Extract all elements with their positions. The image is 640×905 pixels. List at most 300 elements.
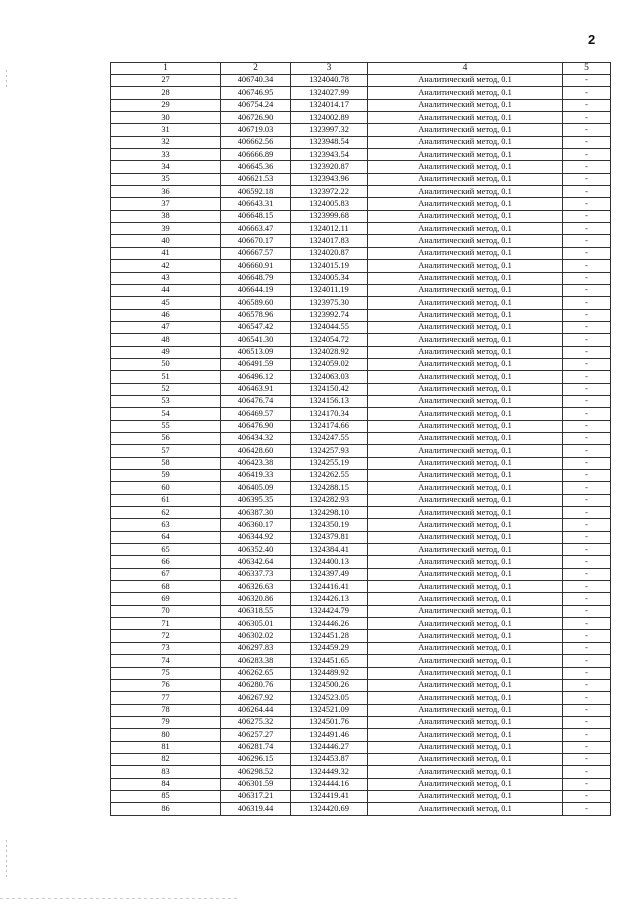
method-cell: Аналитический метод, 0.1 [368,704,563,716]
x-coordinate-cell: 406267.92 [221,692,291,704]
point-number-cell: 35 [111,173,221,185]
description-cell: - [563,581,611,593]
point-number-cell: 51 [111,371,221,383]
y-coordinate-cell: 1323992.74 [291,309,368,321]
method-cell: Аналитический метод, 0.1 [368,272,563,284]
y-coordinate-cell: 1324521.09 [291,704,368,716]
table-row [111,457,611,469]
y-coordinate-cell: 1323948.54 [291,136,368,148]
method-cell: Аналитический метод, 0.1 [368,507,563,519]
description-cell: - [563,766,611,778]
method-cell: Аналитический метод, 0.1 [368,581,563,593]
table-row [111,470,611,482]
description-cell: - [563,75,611,87]
description-cell: - [563,260,611,272]
table-row [111,408,611,420]
method-cell: Аналитический метод, 0.1 [368,741,563,753]
point-number-cell: 47 [111,321,221,333]
description-cell: - [563,716,611,728]
point-number-cell: 31 [111,124,221,136]
method-cell: Аналитический метод, 0.1 [368,198,563,210]
method-cell: Аналитический метод, 0.1 [368,593,563,605]
table-row [111,371,611,383]
method-cell: Аналитический метод, 0.1 [368,494,563,506]
x-coordinate-cell: 406644.19 [221,284,291,296]
point-number-cell: 76 [111,679,221,691]
margin-mark [6,70,7,90]
method-cell: Аналитический метод, 0.1 [368,247,563,259]
description-cell: - [563,383,611,395]
method-cell: Аналитический метод, 0.1 [368,556,563,568]
x-coordinate-cell: 406342.64 [221,556,291,568]
table-row [111,692,611,704]
point-number-cell: 58 [111,457,221,469]
description-cell: - [563,630,611,642]
x-coordinate-cell: 406423.38 [221,457,291,469]
y-coordinate-cell: 1324027.99 [291,87,368,99]
point-number-cell: 83 [111,766,221,778]
y-coordinate-cell: 1324170.34 [291,408,368,420]
table-row [111,790,611,802]
point-number-cell: 81 [111,741,221,753]
description-cell: - [563,432,611,444]
point-number-cell: 78 [111,704,221,716]
y-coordinate-cell: 1324150.42 [291,383,368,395]
y-coordinate-cell: 1324014.17 [291,99,368,111]
table-row [111,568,611,580]
method-cell: Аналитический метод, 0.1 [368,753,563,765]
x-coordinate-cell: 406419.33 [221,470,291,482]
y-coordinate-cell: 1324015.19 [291,260,368,272]
point-number-cell: 75 [111,667,221,679]
coordinates-table [110,62,611,816]
description-cell: - [563,99,611,111]
y-coordinate-cell: 1324040.78 [291,75,368,87]
y-coordinate-cell: 1324444.16 [291,778,368,790]
table-row [111,519,611,531]
table-row [111,149,611,161]
description-cell: - [563,247,611,259]
method-cell: Аналитический метод, 0.1 [368,655,563,667]
x-coordinate-cell: 406670.17 [221,235,291,247]
table-row [111,112,611,124]
point-number-cell: 27 [111,75,221,87]
method-cell: Аналитический метод, 0.1 [368,445,563,457]
method-cell: Аналитический метод, 0.1 [368,321,563,333]
y-coordinate-cell: 1323943.54 [291,149,368,161]
y-coordinate-cell: 1324451.28 [291,630,368,642]
table-row [111,223,611,235]
point-number-cell: 74 [111,655,221,667]
description-cell: - [563,358,611,370]
point-number-cell: 52 [111,383,221,395]
table-row [111,679,611,691]
table-row [111,99,611,111]
x-coordinate-cell: 406320.86 [221,593,291,605]
point-number-cell: 65 [111,544,221,556]
x-coordinate-cell: 406301.59 [221,778,291,790]
y-coordinate-cell: 1323975.30 [291,297,368,309]
point-number-cell: 60 [111,482,221,494]
method-cell: Аналитический метод, 0.1 [368,803,563,815]
x-coordinate-cell: 406318.55 [221,605,291,617]
y-coordinate-cell: 1323943.96 [291,173,368,185]
description-cell: - [563,272,611,284]
x-coordinate-cell: 406513.09 [221,346,291,358]
y-coordinate-cell: 1324288.15 [291,482,368,494]
point-number-cell: 37 [111,198,221,210]
method-cell: Аналитический метод, 0.1 [368,432,563,444]
table-row [111,766,611,778]
table-row [111,445,611,457]
x-coordinate-cell: 406719.03 [221,124,291,136]
y-coordinate-cell: 1323920.87 [291,161,368,173]
method-cell: Аналитический метод, 0.1 [368,161,563,173]
method-cell: Аналитический метод, 0.1 [368,223,563,235]
table-row [111,655,611,667]
description-cell: - [563,149,611,161]
x-coordinate-cell: 406319.44 [221,803,291,815]
description-cell: - [563,321,611,333]
x-coordinate-cell: 406491.59 [221,358,291,370]
method-cell: Аналитический метод, 0.1 [368,470,563,482]
x-coordinate-cell: 406296.15 [221,753,291,765]
x-coordinate-cell: 406405.09 [221,482,291,494]
point-number-cell: 68 [111,581,221,593]
y-coordinate-cell: 1324400.13 [291,556,368,568]
description-cell: - [563,692,611,704]
method-cell: Аналитический метод, 0.1 [368,309,563,321]
x-coordinate-cell: 406317.21 [221,790,291,802]
description-cell: - [563,186,611,198]
description-cell: - [563,112,611,124]
description-cell: - [563,334,611,346]
method-cell: Аналитический метод, 0.1 [368,642,563,654]
x-coordinate-cell: 406648.15 [221,210,291,222]
point-number-cell: 86 [111,803,221,815]
y-coordinate-cell: 1324257.93 [291,445,368,457]
table-row [111,507,611,519]
y-coordinate-cell: 1324449.32 [291,766,368,778]
method-cell: Аналитический метод, 0.1 [368,667,563,679]
table-row [111,272,611,284]
x-coordinate-cell: 406305.01 [221,618,291,630]
description-cell: - [563,803,611,815]
column-header-description: 5 [563,63,611,75]
description-cell: - [563,297,611,309]
description-cell: - [563,408,611,420]
y-coordinate-cell: 1324174.66 [291,420,368,432]
y-coordinate-cell: 1324017.83 [291,235,368,247]
point-number-cell: 43 [111,272,221,284]
x-coordinate-cell: 406660.91 [221,260,291,272]
method-cell: Аналитический метод, 0.1 [368,544,563,556]
description-cell: - [563,173,611,185]
table-row [111,642,611,654]
y-coordinate-cell: 1324063.03 [291,371,368,383]
method-cell: Аналитический метод, 0.1 [368,210,563,222]
y-coordinate-cell: 1324446.27 [291,741,368,753]
y-coordinate-cell: 1324419.41 [291,790,368,802]
column-header-x: 2 [221,63,291,75]
x-coordinate-cell: 406326.63 [221,581,291,593]
x-coordinate-cell: 406280.76 [221,679,291,691]
y-coordinate-cell: 1324054.72 [291,334,368,346]
table-row [111,605,611,617]
point-number-cell: 73 [111,642,221,654]
y-coordinate-cell: 1324298.10 [291,507,368,519]
point-number-cell: 77 [111,692,221,704]
x-coordinate-cell: 406360.17 [221,519,291,531]
point-number-cell: 82 [111,753,221,765]
description-cell: - [563,753,611,765]
x-coordinate-cell: 406541.30 [221,334,291,346]
point-number-cell: 39 [111,223,221,235]
method-cell: Аналитический метод, 0.1 [368,420,563,432]
table-row [111,136,611,148]
y-coordinate-cell: 1324059.02 [291,358,368,370]
table-row [111,729,611,741]
method-cell: Аналитический метод, 0.1 [368,334,563,346]
y-coordinate-cell: 1324020.87 [291,247,368,259]
description-cell: - [563,470,611,482]
table-row [111,321,611,333]
method-cell: Аналитический метод, 0.1 [368,729,563,741]
y-coordinate-cell: 1324384.41 [291,544,368,556]
point-number-cell: 84 [111,778,221,790]
table-row [111,346,611,358]
method-cell: Аналитический метод, 0.1 [368,260,563,272]
point-number-cell: 62 [111,507,221,519]
description-cell: - [563,729,611,741]
description-cell: - [563,87,611,99]
description-cell: - [563,284,611,296]
method-cell: Аналитический метод, 0.1 [368,766,563,778]
description-cell: - [563,679,611,691]
method-cell: Аналитический метод, 0.1 [368,716,563,728]
y-coordinate-cell: 1324044.55 [291,321,368,333]
table-row [111,618,611,630]
point-number-cell: 29 [111,99,221,111]
description-cell: - [563,568,611,580]
table-row [111,210,611,222]
table-row [111,593,611,605]
method-cell: Аналитический метод, 0.1 [368,531,563,543]
description-cell: - [563,482,611,494]
point-number-cell: 71 [111,618,221,630]
table-row [111,198,611,210]
description-cell: - [563,420,611,432]
table-row [111,260,611,272]
method-cell: Аналитический метод, 0.1 [368,124,563,136]
x-coordinate-cell: 406428.60 [221,445,291,457]
table-row [111,803,611,815]
y-coordinate-cell: 1324012.11 [291,223,368,235]
table-row [111,432,611,444]
table-row [111,161,611,173]
method-cell: Аналитический метод, 0.1 [368,149,563,161]
y-coordinate-cell: 1324255.19 [291,457,368,469]
x-coordinate-cell: 406257.27 [221,729,291,741]
table-row [111,186,611,198]
method-cell: Аналитический метод, 0.1 [368,358,563,370]
method-cell: Аналитический метод, 0.1 [368,346,563,358]
y-coordinate-cell: 1324500.26 [291,679,368,691]
table-row [111,556,611,568]
method-cell: Аналитический метод, 0.1 [368,692,563,704]
y-coordinate-cell: 1324416.41 [291,581,368,593]
description-cell: - [563,457,611,469]
description-cell: - [563,667,611,679]
column-header-point: 1 [111,63,221,75]
point-number-cell: 36 [111,186,221,198]
table-header-row [111,63,611,75]
table-row [111,297,611,309]
table-row [111,395,611,407]
method-cell: Аналитический метод, 0.1 [368,371,563,383]
table-row [111,247,611,259]
description-cell: - [563,223,611,235]
method-cell: Аналитический метод, 0.1 [368,99,563,111]
table-row [111,667,611,679]
method-cell: Аналитический метод, 0.1 [368,173,563,185]
point-number-cell: 55 [111,420,221,432]
description-cell: - [563,445,611,457]
x-coordinate-cell: 406344.92 [221,531,291,543]
point-number-cell: 42 [111,260,221,272]
x-coordinate-cell: 406283.38 [221,655,291,667]
x-coordinate-cell: 406592.18 [221,186,291,198]
method-cell: Аналитический метод, 0.1 [368,568,563,580]
table-row [111,482,611,494]
x-coordinate-cell: 406662.56 [221,136,291,148]
y-coordinate-cell: 1324453.87 [291,753,368,765]
y-coordinate-cell: 1324005.83 [291,198,368,210]
point-number-cell: 85 [111,790,221,802]
description-cell: - [563,210,611,222]
description-cell: - [563,778,611,790]
point-number-cell: 46 [111,309,221,321]
x-coordinate-cell: 406645.36 [221,161,291,173]
x-coordinate-cell: 406337.73 [221,568,291,580]
description-cell: - [563,519,611,531]
description-cell: - [563,556,611,568]
description-cell: - [563,494,611,506]
table-row [111,753,611,765]
x-coordinate-cell: 406387.30 [221,507,291,519]
point-number-cell: 57 [111,445,221,457]
page-number: 2 [588,32,596,47]
point-number-cell: 38 [111,210,221,222]
point-number-cell: 69 [111,593,221,605]
point-number-cell: 54 [111,408,221,420]
description-cell: - [563,605,611,617]
method-cell: Аналитический метод, 0.1 [368,605,563,617]
description-cell: - [563,531,611,543]
y-coordinate-cell: 1324459.29 [291,642,368,654]
method-cell: Аналитический метод, 0.1 [368,136,563,148]
x-coordinate-cell: 406395.35 [221,494,291,506]
y-coordinate-cell: 1324489.92 [291,667,368,679]
x-coordinate-cell: 406666.89 [221,149,291,161]
table-row [111,235,611,247]
y-coordinate-cell: 1324282.93 [291,494,368,506]
y-coordinate-cell: 1324501.76 [291,716,368,728]
x-coordinate-cell: 406578.96 [221,309,291,321]
description-cell: - [563,642,611,654]
table-row [111,420,611,432]
table-body [111,75,611,816]
column-header-y: 3 [291,63,368,75]
column-header-method: 4 [368,63,563,75]
x-coordinate-cell: 406663.47 [221,223,291,235]
method-cell: Аналитический метод, 0.1 [368,482,563,494]
point-number-cell: 53 [111,395,221,407]
table-row [111,334,611,346]
table-row [111,531,611,543]
point-number-cell: 59 [111,470,221,482]
table-row [111,358,611,370]
table-row [111,630,611,642]
table-row [111,309,611,321]
y-coordinate-cell: 1324350.19 [291,519,368,531]
description-cell: - [563,198,611,210]
point-number-cell: 70 [111,605,221,617]
y-coordinate-cell: 1324011.19 [291,284,368,296]
method-cell: Аналитический метод, 0.1 [368,297,563,309]
x-coordinate-cell: 406547.42 [221,321,291,333]
description-cell: - [563,741,611,753]
x-coordinate-cell: 406648.79 [221,272,291,284]
description-cell: - [563,136,611,148]
point-number-cell: 66 [111,556,221,568]
x-coordinate-cell: 406740.34 [221,75,291,87]
point-number-cell: 41 [111,247,221,259]
y-coordinate-cell: 1324451.65 [291,655,368,667]
x-coordinate-cell: 406476.74 [221,395,291,407]
y-coordinate-cell: 1324156.13 [291,395,368,407]
method-cell: Аналитический метод, 0.1 [368,284,563,296]
x-coordinate-cell: 406264.44 [221,704,291,716]
description-cell: - [563,309,611,321]
x-coordinate-cell: 406621.53 [221,173,291,185]
description-cell: - [563,161,611,173]
point-number-cell: 80 [111,729,221,741]
table-row [111,741,611,753]
table-row [111,284,611,296]
point-number-cell: 56 [111,432,221,444]
y-coordinate-cell: 1324424.79 [291,605,368,617]
x-coordinate-cell: 406298.52 [221,766,291,778]
table-row [111,778,611,790]
point-number-cell: 44 [111,284,221,296]
table-row [111,544,611,556]
x-coordinate-cell: 406463.91 [221,383,291,395]
description-cell: - [563,371,611,383]
description-cell: - [563,618,611,630]
y-coordinate-cell: 1323999.68 [291,210,368,222]
method-cell: Аналитический метод, 0.1 [368,112,563,124]
method-cell: Аналитический метод, 0.1 [368,519,563,531]
table-row [111,581,611,593]
table-row [111,173,611,185]
method-cell: Аналитический метод, 0.1 [368,383,563,395]
y-coordinate-cell: 1324247.55 [291,432,368,444]
description-cell: - [563,655,611,667]
x-coordinate-cell: 406746.95 [221,87,291,99]
x-coordinate-cell: 406754.24 [221,99,291,111]
method-cell: Аналитический метод, 0.1 [368,408,563,420]
